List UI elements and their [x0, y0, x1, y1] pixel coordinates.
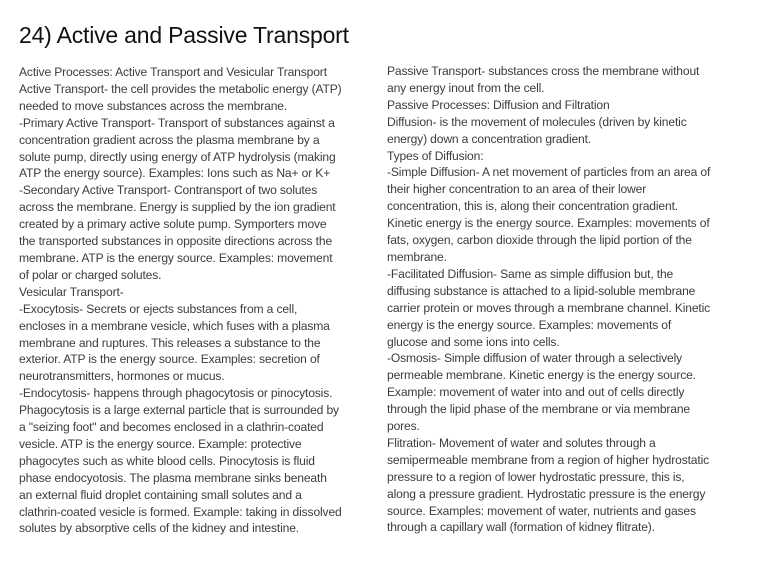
text-line: an external fluid droplet containing small solutes and a — [19, 487, 302, 502]
text-line: vesicle. ATP is the energy source. Example: protective — [19, 436, 302, 451]
text-line: membrane. — [387, 249, 447, 264]
text-line: fats, oxygen, carbon dioxide through the lipid portion of the — [387, 233, 692, 248]
text-line: through the lipid phase of the membrane or via membrane — [387, 402, 691, 417]
text-line: Kinetic energy is the energy source. Examples: movements of — [387, 216, 710, 231]
passive-transport-column — [387, 63, 762, 536]
text-line: solute pump, directly using energy of ATP hydrolysis (making — [19, 149, 336, 164]
text-line: a "seizing foot" and becomes enclosed in a clathrin-coated — [19, 420, 324, 435]
active-transport-column — [19, 64, 359, 537]
text-line: along a pressure gradient. Hydrostatic pressure is the energy — [387, 486, 706, 501]
text-line: -Exocytosis- Secrets or ejects substances from a cell, — [19, 301, 298, 316]
slide-title: 24) Active and Passive Transport — [19, 22, 349, 48]
text-line: -Simple Diffusion- A net movement of particles from an area of — [387, 165, 711, 180]
text-line: -Facilitated Diffusion- Same as simple diffusion but, the — [387, 266, 674, 281]
text-line: any energy inout from the cell. — [387, 80, 545, 95]
text-line: through a capillary wall (formation of kidney flitrate). — [387, 520, 655, 535]
text-line: needed to move substances across the membrane. — [19, 98, 288, 113]
text-line: concentration gradient across the plasma membrane by a — [19, 132, 320, 147]
text-line: membrane. ATP is the energy source. Examples: movement — [19, 250, 333, 265]
text-line: energy) down a concentration gradient. — [387, 131, 592, 146]
text-line: semipermeable membrane from a region of higher hydrostatic — [387, 452, 710, 467]
text-line: Example: movement of water into and out of cells directly — [387, 385, 685, 400]
text-line: their higher concentration to an area of their lower — [387, 182, 647, 197]
text-line: Passive Processes: Diffusion and Filtration — [387, 97, 610, 112]
text-line: membrane and ruptures. This releases a substance to the — [19, 335, 321, 350]
text-line: the transported substances in opposite directions across the — [19, 234, 333, 249]
text-line: of polar or charged solutes. — [19, 267, 162, 282]
text-line: permeable membrane. Kinetic energy is the energy source. — [387, 368, 696, 383]
text-line: ATP the energy source). Examples: Ions such as Na+ or K+ — [19, 166, 331, 181]
text-line: phagocytes such as white blood cells. Pinocytosis is fluid — [19, 453, 315, 468]
text-line: source. Examples: movement of water, nutrients and gases — [387, 503, 696, 518]
text-line: Active Transport- the cell provides the metabolic energy (ATP) — [19, 81, 342, 96]
text-line: created by a primary active solute pump. Symporters move — [19, 217, 327, 232]
text-line: Active Processes: Active Transport and Vesicular Transport — [19, 65, 327, 79]
text-line: across the membrane. Energy is supplied by the ion gradient — [19, 200, 336, 215]
text-line: neurotransmitters, hormones or mucus. — [19, 369, 225, 384]
text-line: concentration, this is, along their concentration gradient. — [387, 199, 678, 214]
text-line: glucose and some ions into cells. — [387, 334, 560, 349]
text-line: encloses in a membrane vesicle, which fuses with a plasma — [19, 318, 330, 333]
text-line: carrier protein or moves through a membrane channel. Kinetic — [387, 300, 711, 315]
text-line: exterior. ATP is the energy source. Examples: secretion of — [19, 352, 320, 367]
text-line: diffusing substance is attached to a lipid-soluble membrane — [387, 283, 696, 298]
text-line: solutes by absorptive cells of the kidney and intestine. — [19, 521, 300, 536]
text-line: Passive Transport- substances cross the membrane without — [387, 64, 700, 78]
text-line: -Osmosis- Simple diffusion of water through a selectively — [387, 351, 683, 366]
text-line: clathrin-coated vesicle is formed. Example: taking in dissolved — [19, 504, 342, 519]
text-line: Flitration- Movement of water and solutes through a — [387, 435, 656, 450]
text-line: Types of Diffusion: — [387, 148, 484, 163]
text-line: -Endocytosis- happens through phagocytosis or pinocytosis. — [19, 386, 333, 401]
text-line: pores. — [387, 419, 420, 434]
text-line: energy is the energy source. Examples: movements of — [387, 317, 672, 332]
text-line: -Secondary Active Transport- Contransport of two solutes — [19, 183, 318, 198]
text-line: Diffusion- is the movement of molecules (driven by kinetic — [387, 114, 687, 129]
text-line: -Primary Active Transport- Transport of substances against a — [19, 115, 335, 130]
text-line: Phagocytosis is a large external particle that is surrounded by — [19, 403, 339, 418]
text-line: pressure to a region of lower hydrostatic pressure, this is, — [387, 469, 685, 484]
text-line: phase endocyotosis. The plasma membrane sinks beneath — [19, 470, 327, 485]
text-line: Vesicular Transport- — [19, 284, 124, 299]
